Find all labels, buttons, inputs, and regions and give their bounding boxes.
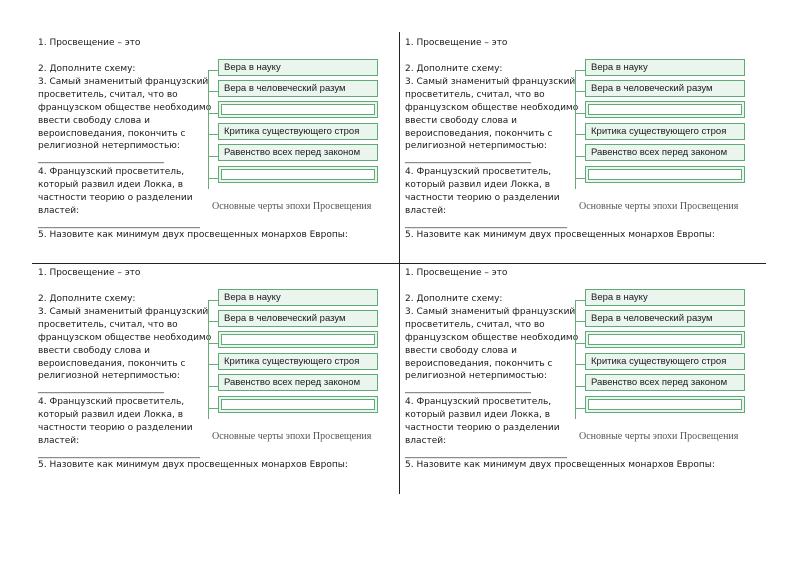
scheme-box: Вера в науку xyxy=(585,59,745,76)
questions-2-4 xyxy=(405,293,581,461)
answer-blank[interactable]: ____________________________________ xyxy=(38,448,200,459)
scheme-box: Равенство всех перед законом xyxy=(218,144,378,161)
questions-2-4 xyxy=(38,63,214,231)
scheme-empty-box[interactable] xyxy=(585,101,745,118)
scheme-connector xyxy=(208,408,218,409)
scheme-empty-box[interactable] xyxy=(218,396,378,413)
answer-blank[interactable]: ____________________________ xyxy=(405,154,531,165)
question-1: 1. Просвещение – это xyxy=(38,38,141,48)
scheme-empty-box[interactable] xyxy=(218,331,378,348)
answer-blank[interactable]: ____________________________________ xyxy=(405,218,567,229)
question-3: 3. Самый знаменитый французский просветитель, считал, что во французском обществе необходимо ввести свободу слова и вероисповедания, покончить с религиозной нетерпимостью: xyxy=(405,306,579,382)
scheme-connector xyxy=(208,321,218,322)
scheme-connector xyxy=(208,91,218,92)
scheme-box: Вера в науку xyxy=(585,289,745,306)
scheme-box: Равенство всех перед законом xyxy=(218,374,378,391)
scheme-connector xyxy=(208,178,218,179)
scheme-caption: Основные черты эпохи Просвещения xyxy=(579,201,739,212)
question-5: 5. Назовите как минимум двух просвещенных монархов Европы: xyxy=(38,460,348,470)
question-3: 3. Самый знаменитый французский просветитель, считал, что во французском обществе необходимо ввести свободу слова и вероисповедания, покончить с религиозной нетерпимостью: xyxy=(405,76,579,152)
answer-blank[interactable]: ____________________________ xyxy=(38,384,164,395)
scheme-empty-box[interactable] xyxy=(585,166,745,183)
question-4: 4. Французский просветитель, который развил идеи Локка, в частности теорию о разделении властей: xyxy=(405,167,560,216)
answer-blank[interactable]: ____________________________ xyxy=(405,384,531,395)
questions-2-4 xyxy=(38,293,214,461)
question-2: 2. Дополните схему: xyxy=(405,64,503,74)
worksheet-card xyxy=(399,33,763,263)
scheme-connector xyxy=(208,113,218,114)
scheme-box: Вера в человеческий разум xyxy=(218,310,378,327)
worksheet-card xyxy=(32,263,396,493)
question-5: 5. Назовите как минимум двух просвещенных монархов Европы: xyxy=(405,230,715,240)
answer-blank[interactable]: ____________________________ xyxy=(38,154,164,165)
question-2: 2. Дополните схему: xyxy=(405,294,503,304)
scheme-caption: Основные черты эпохи Просвещения xyxy=(212,201,372,212)
scheme-box: Вера в науку xyxy=(218,59,378,76)
scheme-connector xyxy=(575,408,585,409)
scheme-box: Вера в человеческий разум xyxy=(218,80,378,97)
scheme-connector xyxy=(575,134,585,135)
scheme-connector xyxy=(575,321,585,322)
scheme-connector xyxy=(575,386,585,387)
scheme-connector xyxy=(575,364,585,365)
scheme-box: Критика существующего строя xyxy=(585,123,745,140)
question-1: 1. Просвещение – это xyxy=(38,268,141,278)
question-4: 4. Французский просветитель, который развил идеи Локка, в частности теорию о разделении властей: xyxy=(38,397,193,446)
scheme-caption: Основные черты эпохи Просвещения xyxy=(212,431,372,442)
questions-2-4 xyxy=(405,63,581,231)
scheme-connector xyxy=(575,156,585,157)
scheme-box: Вера в науку xyxy=(218,289,378,306)
scheme-empty-box[interactable] xyxy=(585,396,745,413)
scheme-connector xyxy=(575,91,585,92)
scheme-connector xyxy=(208,70,218,71)
scheme-box: Критика существующего строя xyxy=(218,123,378,140)
answer-blank[interactable]: ____________________________________ xyxy=(38,218,200,229)
question-2: 2. Дополните схему: xyxy=(38,294,136,304)
scheme-connector xyxy=(208,386,218,387)
scheme-connector xyxy=(208,156,218,157)
scheme-connector xyxy=(208,343,218,344)
question-3: 3. Самый знаменитый французский просветитель, считал, что во французском обществе необходимо ввести свободу слова и вероисповедания, покончить с религиозной нетерпимостью: xyxy=(38,76,212,152)
scheme-box: Равенство всех перед законом xyxy=(585,374,745,391)
question-5: 5. Назовите как минимум двух просвещенных монархов Европы: xyxy=(405,460,715,470)
scheme-empty-box[interactable] xyxy=(585,331,745,348)
answer-blank[interactable]: ____________________________________ xyxy=(405,448,567,459)
question-5: 5. Назовите как минимум двух просвещенных монархов Европы: xyxy=(38,230,348,240)
scheme-connector xyxy=(575,113,585,114)
scheme-box: Вера в человеческий разум xyxy=(585,80,745,97)
scheme-diagram xyxy=(204,289,386,469)
scheme-connector xyxy=(575,70,585,71)
worksheet-card xyxy=(32,33,396,263)
worksheet-card xyxy=(399,263,763,493)
question-4: 4. Французский просветитель, который развил идеи Локка, в частности теорию о разделении властей: xyxy=(405,397,560,446)
scheme-box: Равенство всех перед законом xyxy=(585,144,745,161)
scheme-diagram xyxy=(571,289,753,469)
scheme-connector xyxy=(208,364,218,365)
question-4: 4. Французский просветитель, который развил идеи Локка, в частности теорию о разделении властей: xyxy=(38,167,193,216)
scheme-empty-box[interactable] xyxy=(218,101,378,118)
scheme-box: Критика существующего строя xyxy=(218,353,378,370)
scheme-connector xyxy=(575,300,585,301)
question-2: 2. Дополните схему: xyxy=(38,64,136,74)
scheme-box: Вера в человеческий разум xyxy=(585,310,745,327)
scheme-caption: Основные черты эпохи Просвещения xyxy=(579,431,739,442)
question-3: 3. Самый знаменитый французский просветитель, считал, что во французском обществе необходимо ввести свободу слова и вероисповедания, покончить с религиозной нетерпимостью: xyxy=(38,306,212,382)
scheme-connector xyxy=(575,343,585,344)
scheme-diagram xyxy=(204,59,386,239)
scheme-connector xyxy=(208,134,218,135)
question-1: 1. Просвещение – это xyxy=(405,38,508,48)
question-1: 1. Просвещение – это xyxy=(405,268,508,278)
scheme-connector xyxy=(208,300,218,301)
scheme-diagram xyxy=(571,59,753,239)
scheme-empty-box[interactable] xyxy=(218,166,378,183)
scheme-connector xyxy=(575,178,585,179)
scheme-box: Критика существующего строя xyxy=(585,353,745,370)
